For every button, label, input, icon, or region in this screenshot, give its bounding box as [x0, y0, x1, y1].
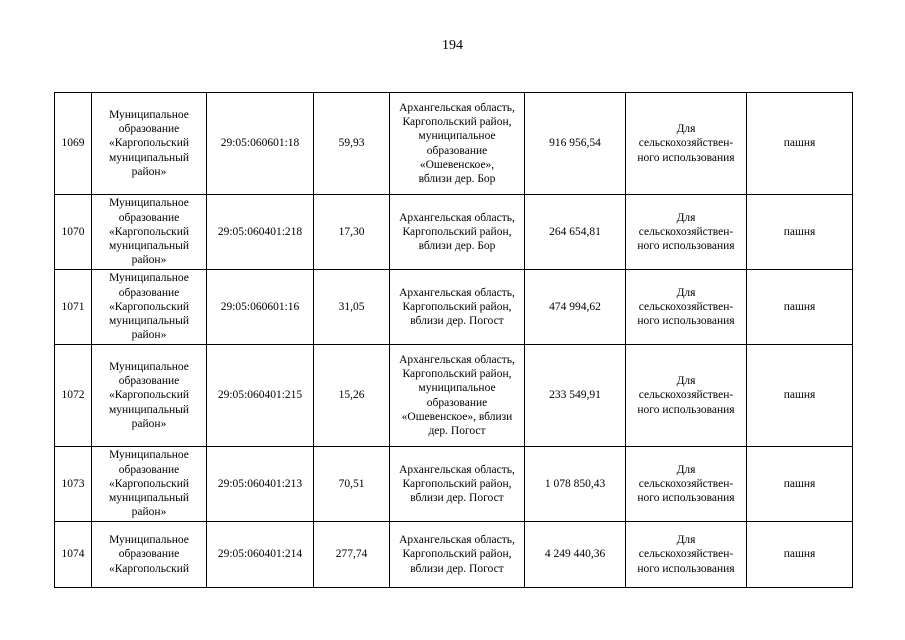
owner-cell: Муниципальное образование «Каргопольский муниципальный район»: [92, 345, 207, 447]
cadastral-number-cell: 29:05:060401:214: [207, 522, 314, 588]
cadastral-value-cell: 4 249 440,36: [525, 522, 626, 588]
location-cell: Архангельская область, Каргопольский район, вблизи дер. Бор: [390, 195, 525, 270]
land-registry-table: [54, 92, 853, 588]
table-row: [55, 345, 853, 447]
table-row: [55, 195, 853, 270]
land-use-cell: пашня: [747, 522, 853, 588]
owner-cell: Муниципальное образование «Каргопольский муниципальный район»: [92, 270, 207, 345]
land-category-cell: Для сельскохозяйствен- ного использования: [626, 447, 747, 522]
row-number-cell: 1071: [55, 270, 92, 345]
owner-cell: Муниципальное образование «Каргопольский муниципальный район»: [92, 93, 207, 195]
cadastral-value-cell: 1 078 850,43: [525, 447, 626, 522]
land-use-cell: пашня: [747, 270, 853, 345]
cadastral-number-cell: 29:05:060401:218: [207, 195, 314, 270]
cadastral-value-cell: 916 956,54: [525, 93, 626, 195]
land-category-cell: Для сельскохозяйствен- ного использования: [626, 345, 747, 447]
area-cell: 59,93: [314, 93, 390, 195]
area-cell: 277,74: [314, 522, 390, 588]
land-use-cell: пашня: [747, 447, 853, 522]
table-row: [55, 522, 853, 588]
table-row: [55, 447, 853, 522]
cadastral-value-cell: 264 654,81: [525, 195, 626, 270]
row-number-cell: 1069: [55, 93, 92, 195]
location-cell: Архангельская область, Каргопольский район, вблизи дер. Погост: [390, 270, 525, 345]
table-row: [55, 93, 853, 195]
area-cell: 70,51: [314, 447, 390, 522]
land-use-cell: пашня: [747, 345, 853, 447]
row-number-cell: 1072: [55, 345, 92, 447]
table-row: [55, 270, 853, 345]
cadastral-value-cell: 233 549,91: [525, 345, 626, 447]
land-use-cell: пашня: [747, 93, 853, 195]
location-cell: Архангельская область, Каргопольский район, муниципальное образование «Ошевенское», вблизи дер. Бор: [390, 93, 525, 195]
location-cell: Архангельская область, Каргопольский район, муниципальное образование «Ошевенское», вблизи дер. Погост: [390, 345, 525, 447]
row-number-cell: 1070: [55, 195, 92, 270]
cadastral-number-cell: 29:05:060601:16: [207, 270, 314, 345]
owner-cell: Муниципальное образование «Каргопольский: [92, 522, 207, 588]
land-category-cell: Для сельскохозяйствен- ного использования: [626, 93, 747, 195]
cadastral-number-cell: 29:05:060401:215: [207, 345, 314, 447]
land-category-cell: Для сельскохозяйствен- ного использования: [626, 522, 747, 588]
land-category-cell: Для сельскохозяйствен- ного использования: [626, 270, 747, 345]
cadastral-number-cell: 29:05:060601:18: [207, 93, 314, 195]
land-use-cell: пашня: [747, 195, 853, 270]
location-cell: Архангельская область, Каргопольский район, вблизи дер. Погост: [390, 522, 525, 588]
owner-cell: Муниципальное образование «Каргопольский муниципальный район»: [92, 447, 207, 522]
area-cell: 31,05: [314, 270, 390, 345]
row-number-cell: 1074: [55, 522, 92, 588]
area-cell: 15,26: [314, 345, 390, 447]
row-number-cell: 1073: [55, 447, 92, 522]
cadastral-number-cell: 29:05:060401:213: [207, 447, 314, 522]
location-cell: Архангельская область, Каргопольский район, вблизи дер. Погост: [390, 447, 525, 522]
owner-cell: Муниципальное образование «Каргопольский муниципальный район»: [92, 195, 207, 270]
area-cell: 17,30: [314, 195, 390, 270]
land-category-cell: Для сельскохозяйствен- ного использования: [626, 195, 747, 270]
page-number: 194: [442, 38, 463, 53]
cadastral-value-cell: 474 994,62: [525, 270, 626, 345]
